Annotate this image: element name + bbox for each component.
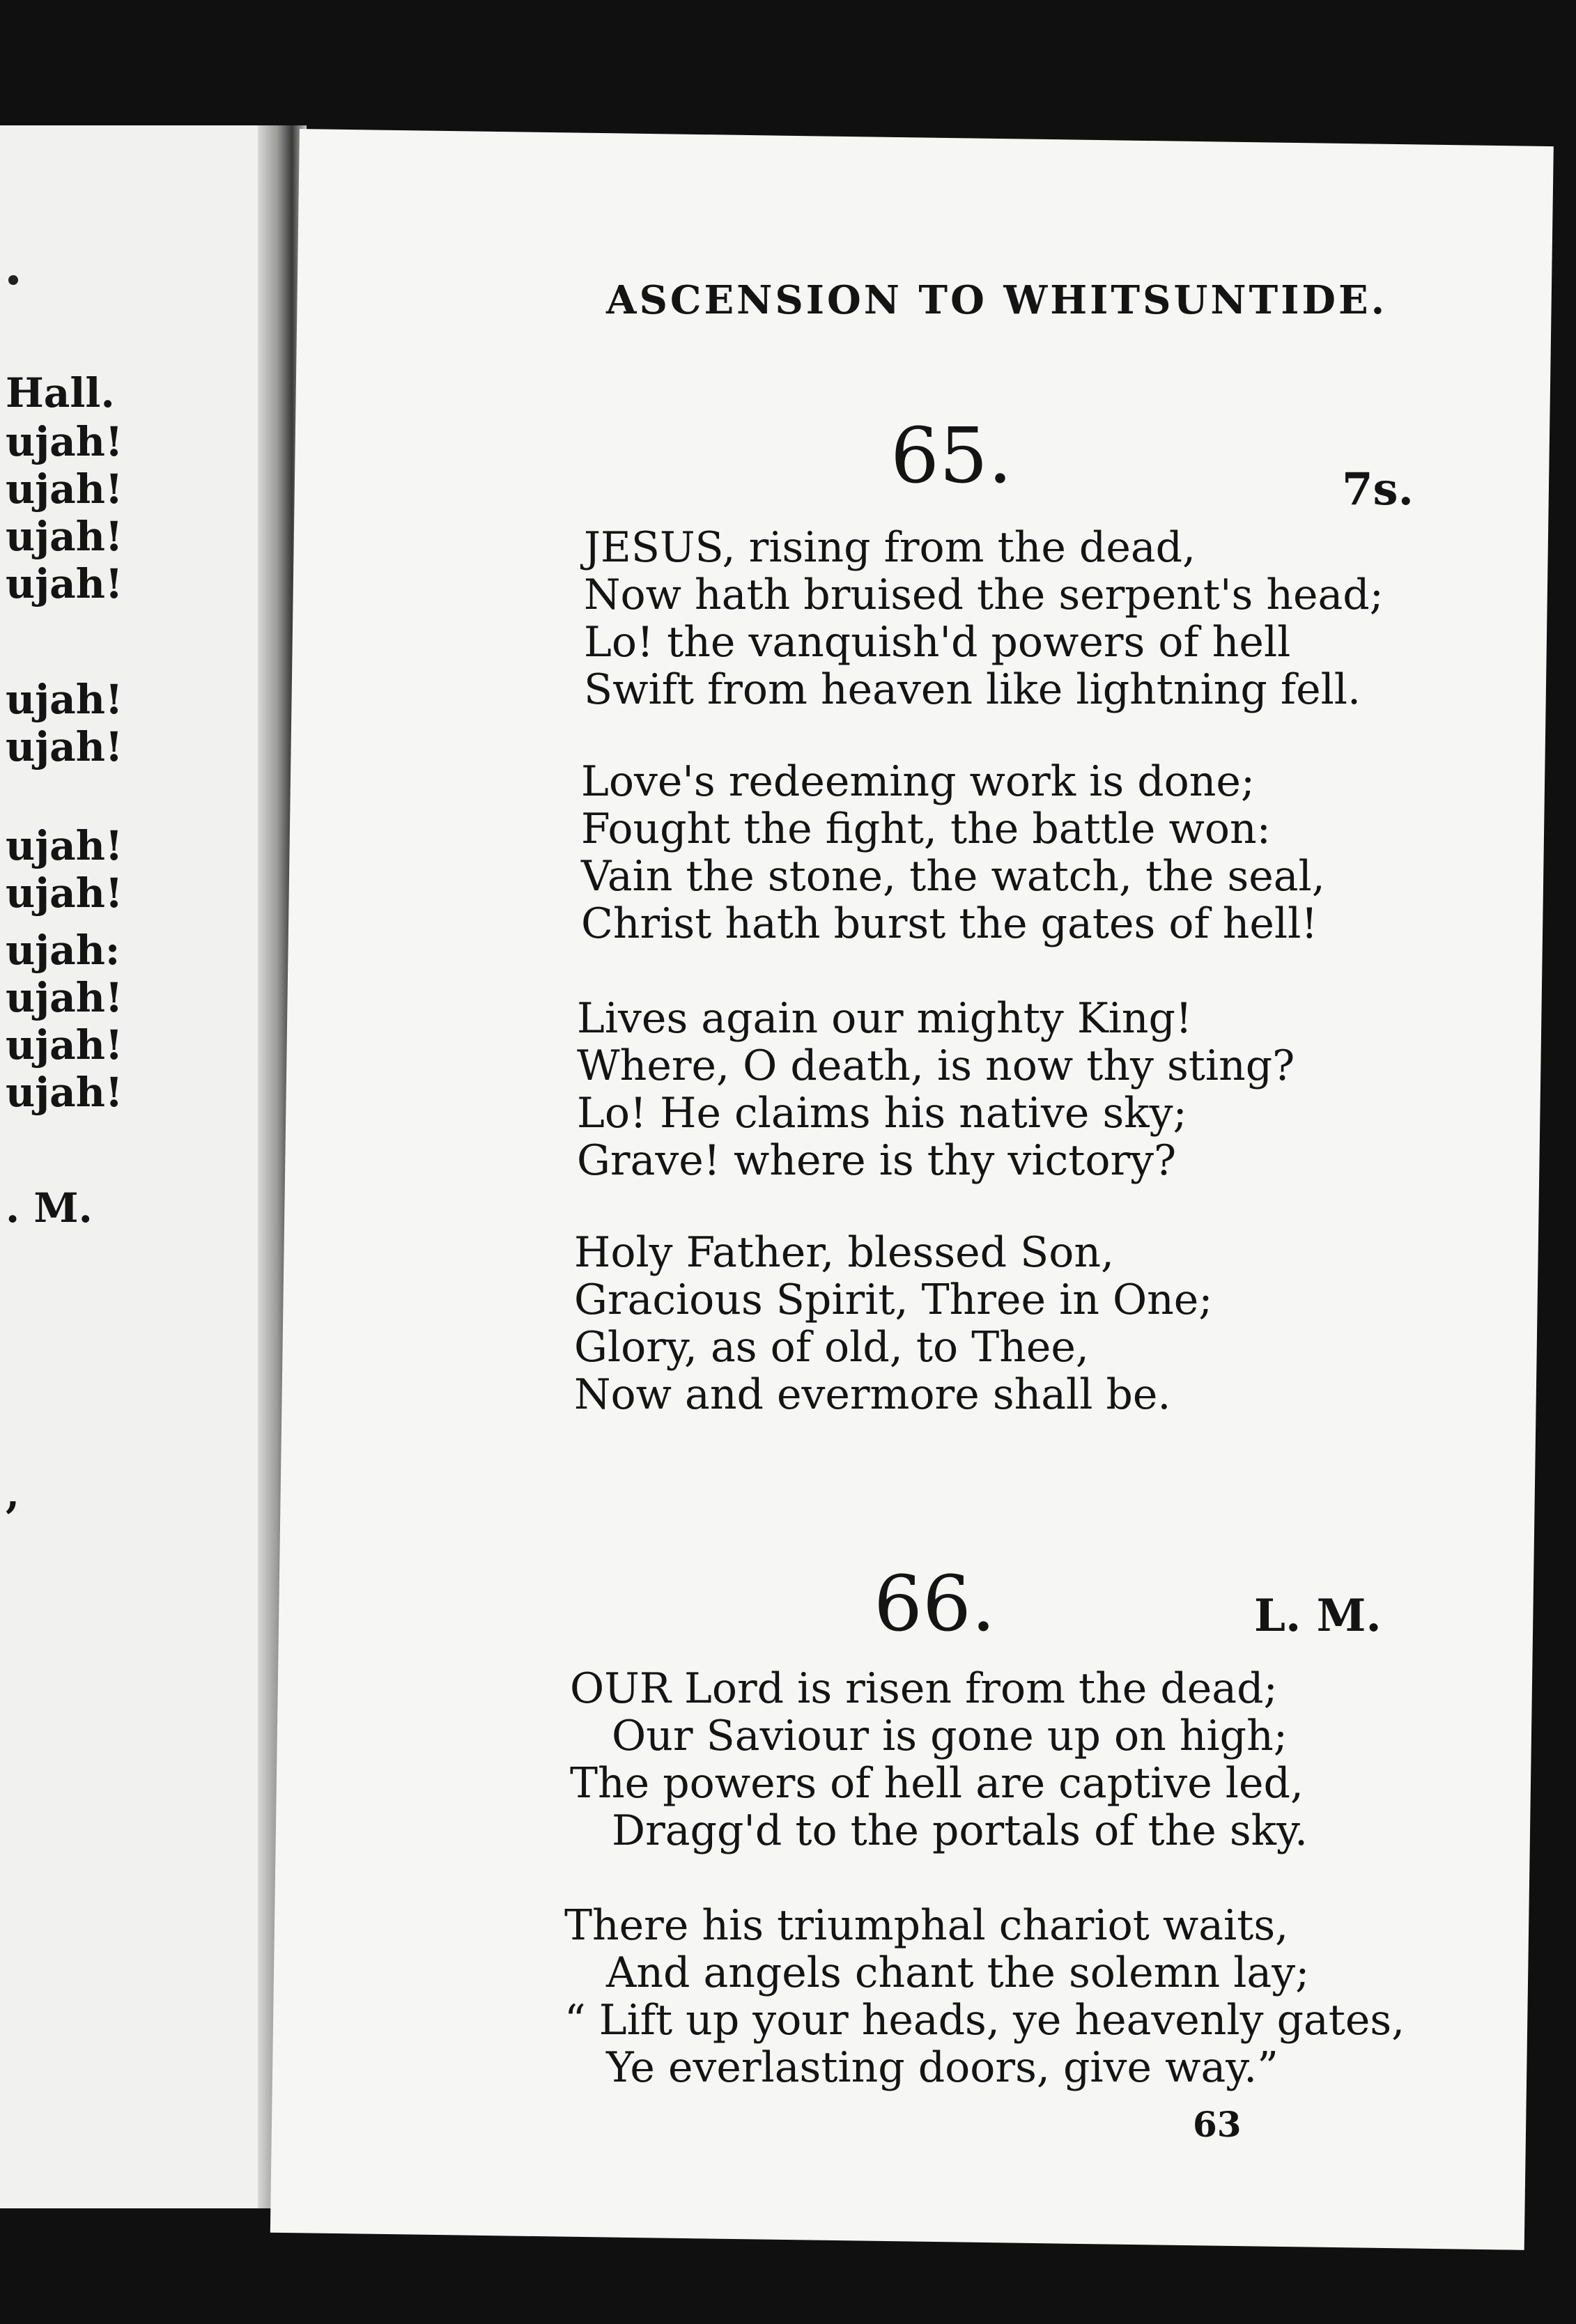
verse-line: Lo! the vanquish'd powers of hell (584, 618, 1291, 667)
verse-line: Dragg'd to the portals of the sky. (612, 1806, 1308, 1855)
verse-line: Where, O death, is now thy sting? (577, 1041, 1295, 1090)
verse-line: Christ hath burst the gates of hell! (581, 899, 1318, 948)
verse-line: And angels chant the solemn lay; (606, 1949, 1310, 1997)
left-page-fragment: ujah! (6, 560, 123, 607)
hymn-meter: L. M. (1254, 1590, 1382, 1642)
left-page-fragment: ujah! (6, 723, 123, 770)
verse-line: Love's redeeming work is done; (581, 757, 1256, 806)
left-page-fragment: ujah! (6, 418, 123, 465)
verse-line: Fought the fight, the battle won: (581, 805, 1271, 853)
verse-line: “ Lift up your heads, ye heavenly gates, (564, 1996, 1405, 2045)
verse-line: Our Saviour is gone up on high; (612, 1712, 1288, 1760)
left-page-fragment: ujah! (6, 1069, 123, 1116)
verse-line: Vain the stone, the watch, the seal, (581, 852, 1325, 901)
ink-speck (8, 275, 18, 285)
verse-line: Swift from heaven like lightning fell. (584, 665, 1361, 714)
verse-line: Gracious Spirit, Three in One; (574, 1276, 1213, 1324)
stanza (584, 524, 1384, 713)
verse-line: There his triumphal chariot waits, (564, 1901, 1289, 1950)
verse-line: The powers of hell are captive led, (570, 1759, 1304, 1808)
left-page-fragment: ujah! (6, 676, 123, 723)
left-page-fragment: ujah! (6, 465, 123, 513)
page-number: 63 (1193, 2104, 1242, 2145)
verse-line: Grave! where is thy victory? (577, 1136, 1177, 1185)
left-page-fragment: ujah! (6, 513, 123, 560)
left-page-fragment: , (6, 1470, 20, 1517)
running-head: ASCENSION TO WHITSUNTIDE. (606, 277, 1388, 323)
verse-line: Glory, as of old, to Thee, (574, 1323, 1089, 1372)
stanza (574, 1229, 1213, 1418)
hymn-meter: 7s. (1342, 463, 1414, 516)
left-page-fragment: Hall. (6, 369, 115, 417)
verse-line: Ye everlasting doors, give way.” (606, 2043, 1278, 2092)
left-page-fragment: ujah! (6, 974, 123, 1021)
verse-line: JESUS, rising from the dead, (584, 523, 1196, 572)
left-page-fragment: ujah! (6, 869, 123, 917)
hymn-number: 66. (874, 1559, 996, 1648)
stanza (581, 758, 1325, 947)
stanza (577, 995, 1295, 1184)
verse-line: Holy Father, blessed Son, (574, 1228, 1115, 1277)
left-page-fragment: ujah! (6, 822, 123, 869)
verse-line: Lives again our mighty King! (577, 994, 1193, 1043)
hymn-number: 65. (890, 411, 1012, 500)
left-page-fragment: ujah! (6, 1021, 123, 1069)
verse-line: Now and evermore shall be. (574, 1370, 1171, 1419)
left-page-fragment: . M. (6, 1184, 93, 1232)
verse-line: Now hath bruised the serpent's head; (584, 571, 1384, 619)
stanza (570, 1665, 1308, 1854)
left-page-fragment: ujah: (6, 927, 121, 974)
verse-line: Lo! He claims his native sky; (577, 1089, 1187, 1138)
stanza (564, 1902, 1405, 2091)
verse-line: OUR Lord is risen from the dead; (570, 1664, 1278, 1713)
